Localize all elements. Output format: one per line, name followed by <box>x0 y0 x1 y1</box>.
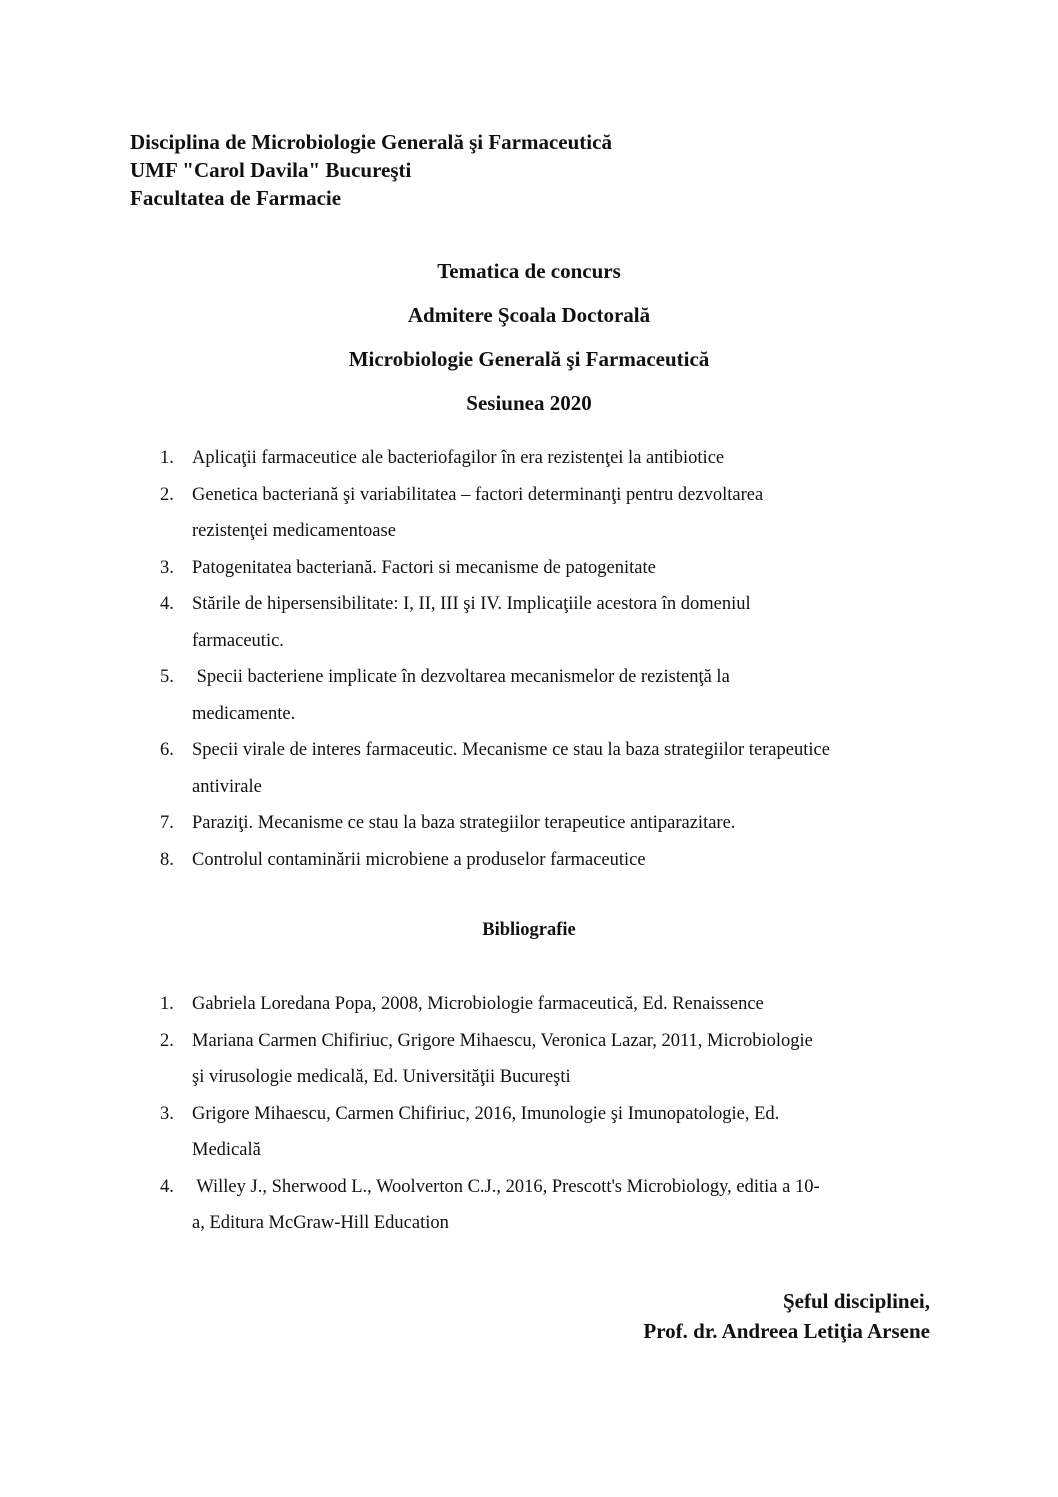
topic-text-continued: medicamente. <box>192 703 296 724</box>
header-faculty: Facultatea de Farmacie <box>130 186 342 210</box>
title-line-1: Tematica de concurs <box>437 259 621 283</box>
bibliography-text-continued: Medicală <box>192 1140 261 1160</box>
bibliography-item <box>160 1169 820 1242</box>
topic-item <box>160 732 830 805</box>
bibliography-number: 2. <box>160 1030 174 1051</box>
signature-block <box>643 1286 930 1346</box>
bibliography-list <box>160 986 820 1242</box>
topic-item <box>160 440 830 477</box>
header-university: UMF "Carol Davila" Bucureşti <box>130 158 412 182</box>
topic-text: Paraziţi. Mecanisme ce stau la baza strategiilor terapeutice antiparazitare. <box>192 813 736 833</box>
topic-number: 5. <box>160 667 174 687</box>
topic-text: Patogenitatea bacteriană. Factori si mecanisme de patogenitate <box>192 557 656 578</box>
topic-item <box>160 842 830 879</box>
bibliography-text: Gabriela Loredana Popa, 2008, Microbiologie farmaceutică, Ed. Renaissence <box>192 994 764 1014</box>
title-line-4: Sesiunea 2020 <box>466 391 592 415</box>
bibliography-item <box>160 986 820 1023</box>
bibliography-text: Willey J., Sherwood L., Woolverton C.J., 2016, Prescott's Microbiology, editia a 10- <box>192 1176 820 1197</box>
topic-item <box>160 586 830 659</box>
topic-text: Specii bacteriene implicate în dezvoltarea mecanismelor de rezistenţă la <box>192 667 730 687</box>
title-line-2: Admitere Şcoala Doctorală <box>407 303 651 327</box>
topic-number: 7. <box>160 813 174 833</box>
institution-header <box>130 128 612 212</box>
topics-list <box>160 440 830 878</box>
bibliography-item <box>160 1096 820 1169</box>
bibliography-heading: Bibliografie <box>482 920 576 940</box>
bibliography-number: 4. <box>160 1176 174 1197</box>
topic-text: Controlul contaminării microbiene a produselor farmaceutice <box>192 849 646 870</box>
bibliography-text-continued: şi virusologie medicală, Ed. Universităţii Bucureşti <box>192 1067 571 1087</box>
title-line-3: Microbiologie Generală şi Farmaceutică <box>348 347 710 371</box>
topic-number: 4. <box>160 594 174 614</box>
topic-text: Stările de hipersensibilitate: I, II, III şi IV. Implicaţiile acestora în domeniul <box>192 594 751 614</box>
topic-number: 8. <box>160 849 174 870</box>
topic-number: 6. <box>160 740 174 760</box>
bibliography-item <box>160 1023 820 1096</box>
bibliography-text-continued: a, Editura McGraw-Hill Education <box>192 1213 449 1233</box>
topic-number: 1. <box>160 448 174 468</box>
topic-text-continued: antivirale <box>192 776 262 797</box>
topic-item <box>160 659 830 732</box>
header-discipline: Disciplina de Microbiologie Generală şi Farmaceutică <box>130 130 612 154</box>
signature-name: Prof. dr. Andreea Letiţia Arsene <box>643 1319 930 1343</box>
bibliography-number: 3. <box>160 1103 174 1124</box>
topic-number: 2. <box>160 484 174 505</box>
topic-number: 3. <box>160 557 174 578</box>
topic-text-continued: rezistenţei medicamentoase <box>192 521 396 541</box>
signature-role: Şeful disciplinei, <box>782 1289 930 1313</box>
topic-text: Aplicaţii farmaceutice ale bacteriofagilor în era rezistenţei la antibiotice <box>192 448 725 468</box>
bibliography-text: Grigore Mihaescu, Carmen Chifiriuc, 2016, Imunologie şi Imunopatologie, Ed. <box>192 1103 780 1124</box>
document-title <box>0 256 1058 432</box>
topic-text: Specii virale de interes farmaceutic. Mecanisme ce stau la baza strategiilor terapeutice <box>192 740 830 760</box>
bibliography-text: Mariana Carmen Chifiriuc, Grigore Mihaescu, Veronica Lazar, 2011, Microbiologie <box>192 1030 813 1051</box>
topic-text: Genetica bacteriană şi variabilitatea – factori determinanţi pentru dezvoltarea <box>192 484 764 505</box>
topic-text-continued: farmaceutic. <box>192 630 284 651</box>
topic-item <box>160 805 830 842</box>
topic-item <box>160 477 830 550</box>
bibliography-number: 1. <box>160 994 174 1014</box>
topic-item <box>160 550 830 587</box>
